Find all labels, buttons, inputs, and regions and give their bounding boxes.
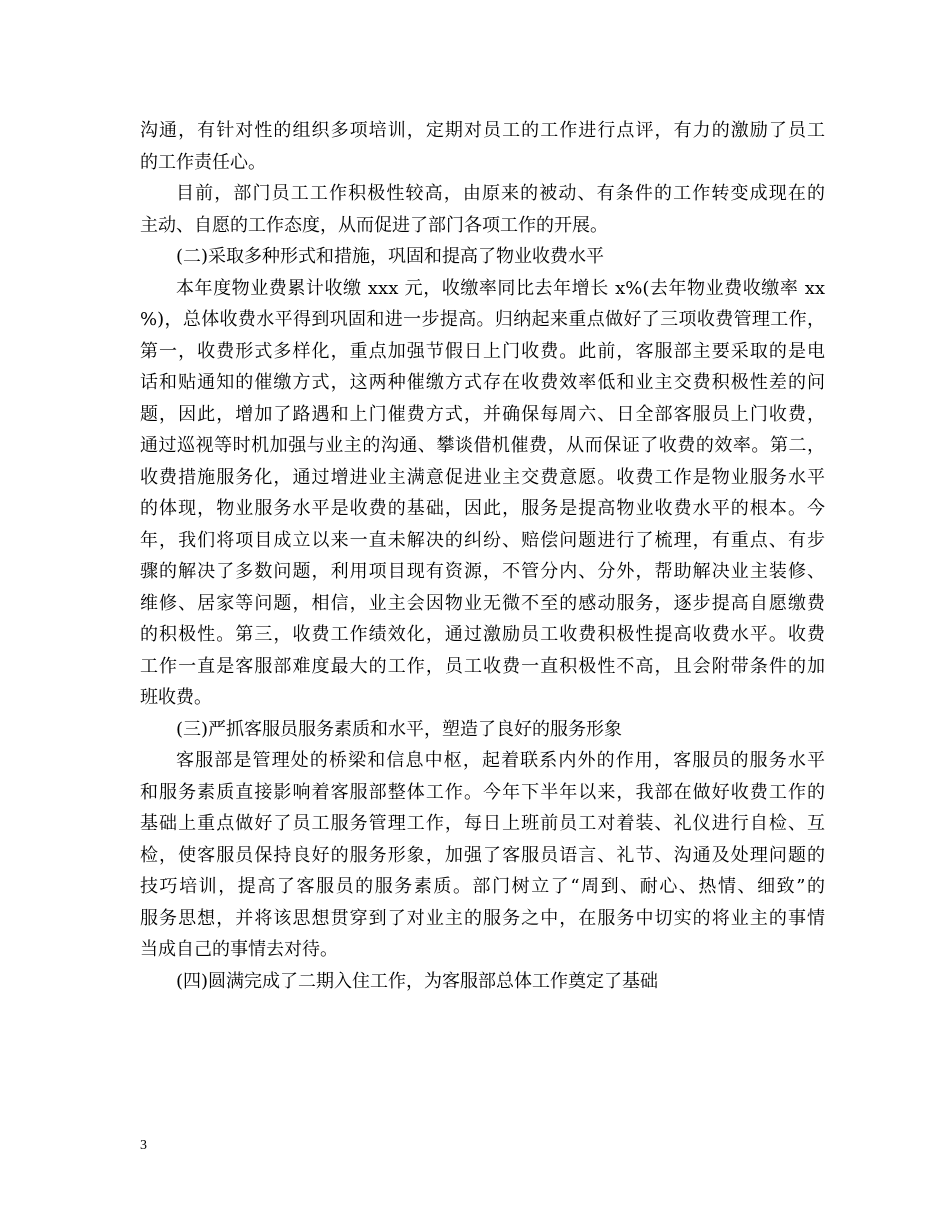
section-heading: (四)圆满完成了二期入住工作，为客服部总体工作奠定了基础 xyxy=(176,970,659,992)
text-line: 的积极性。第三，收费工作绩效化，通过激励员工收费积极性提高收费水平。收费 xyxy=(140,624,825,645)
document-body xyxy=(140,115,825,997)
text-line: 本年度物业费累计收缴 xxx 元，收缴率同比去年增长 x%(去年物业费收缴率 xx xyxy=(176,277,825,299)
text-line: 服务思想，并将该思想贯穿到了对业主的服务之中，在服务中切实的将业主的事情 xyxy=(140,907,825,929)
text-line: 骤的解决了多数问题，利用项目现有资源，不管分内、分外，帮助解决业主装修、 xyxy=(140,561,825,582)
text-line: 的体现，物业服务水平是收费的基础，因此，服务是提高物业收费水平的根本。今 xyxy=(140,498,825,519)
text-line: 基础上重点做好了员工服务管理工作，每日上班前员工对着装、礼仪进行自检、互 xyxy=(140,813,825,834)
section-heading: (二)采取多种形式和措施，巩固和提高了物业收费水平 xyxy=(176,246,605,267)
text-line: 的工作责任心。 xyxy=(140,151,266,173)
text-line: 检，使客服员保持良好的服务形象，加强了客服员语言、礼节、沟通及处理问题的 xyxy=(140,844,825,866)
text-line: 第一，收费形式多样化，重点加强节假日上门收费。此前，客服部主要采取的是电 xyxy=(140,340,825,362)
text-line: 年，我们将项目成立以来一直未解决的纠纷、赔偿问题进行了梳理，有重点、有步 xyxy=(140,529,825,551)
text-line: 目前，部门员工工作积极性较高，由原来的被动、有条件的工作转变成现在的 xyxy=(176,183,825,204)
section-heading: (三)严抓客服员服务素质和水平，塑造了良好的服务形象 xyxy=(176,718,623,740)
page-number: 3 xyxy=(140,1138,147,1153)
text-line: 话和贴通知的催缴方式，这两种催缴方式存在收费效率低和业主交费积极性差的问 xyxy=(140,372,825,393)
text-line: 题，因此，增加了路遇和上门催费方式，并确保每周六、日全部客服员上门收费， xyxy=(140,403,825,425)
text-line: 收费措施服务化，通过增进业主满意促进业主交费意愿。收费工作是物业服务水平 xyxy=(140,466,825,488)
text-line: 班收费。 xyxy=(140,687,212,708)
text-line: 技巧培训，提高了客服员的服务素质。部门树立了“周到、耐心、热情、细致”的 xyxy=(140,876,825,897)
text-line: 沟通，有针对性的组织多项培训，定期对员工的工作进行点评，有力的激励了员工 xyxy=(140,120,825,141)
text-line: 通过巡视等时机加强与业主的沟通、攀谈借机催费，从而保证了收费的效率。第二， xyxy=(140,435,825,456)
text-line: 当成自己的事情去对待。 xyxy=(140,939,338,960)
text-line: 维修、居家等问题，相信，业主会因物业无微不至的感动服务，逐步提高自愿缴费 xyxy=(140,592,825,614)
text-line: 客服部是管理处的桥梁和信息中枢，起着联系内外的作用，客服员的服务水平 xyxy=(176,750,825,771)
text-line: 工作一直是客服部难度最大的工作，员工收费一直积极性不高，且会附带条件的加 xyxy=(140,655,825,677)
text-line: 和服务素质直接影响着客服部整体工作。今年下半年以来，我部在做好收费工作的 xyxy=(140,781,825,803)
text-line: 主动、自愿的工作态度，从而促进了部门各项工作的开展。 xyxy=(140,214,608,236)
text-line: %)，总体收费水平得到巩固和进一步提高。归纳起来重点做好了三项收费管理工作， xyxy=(140,309,825,330)
